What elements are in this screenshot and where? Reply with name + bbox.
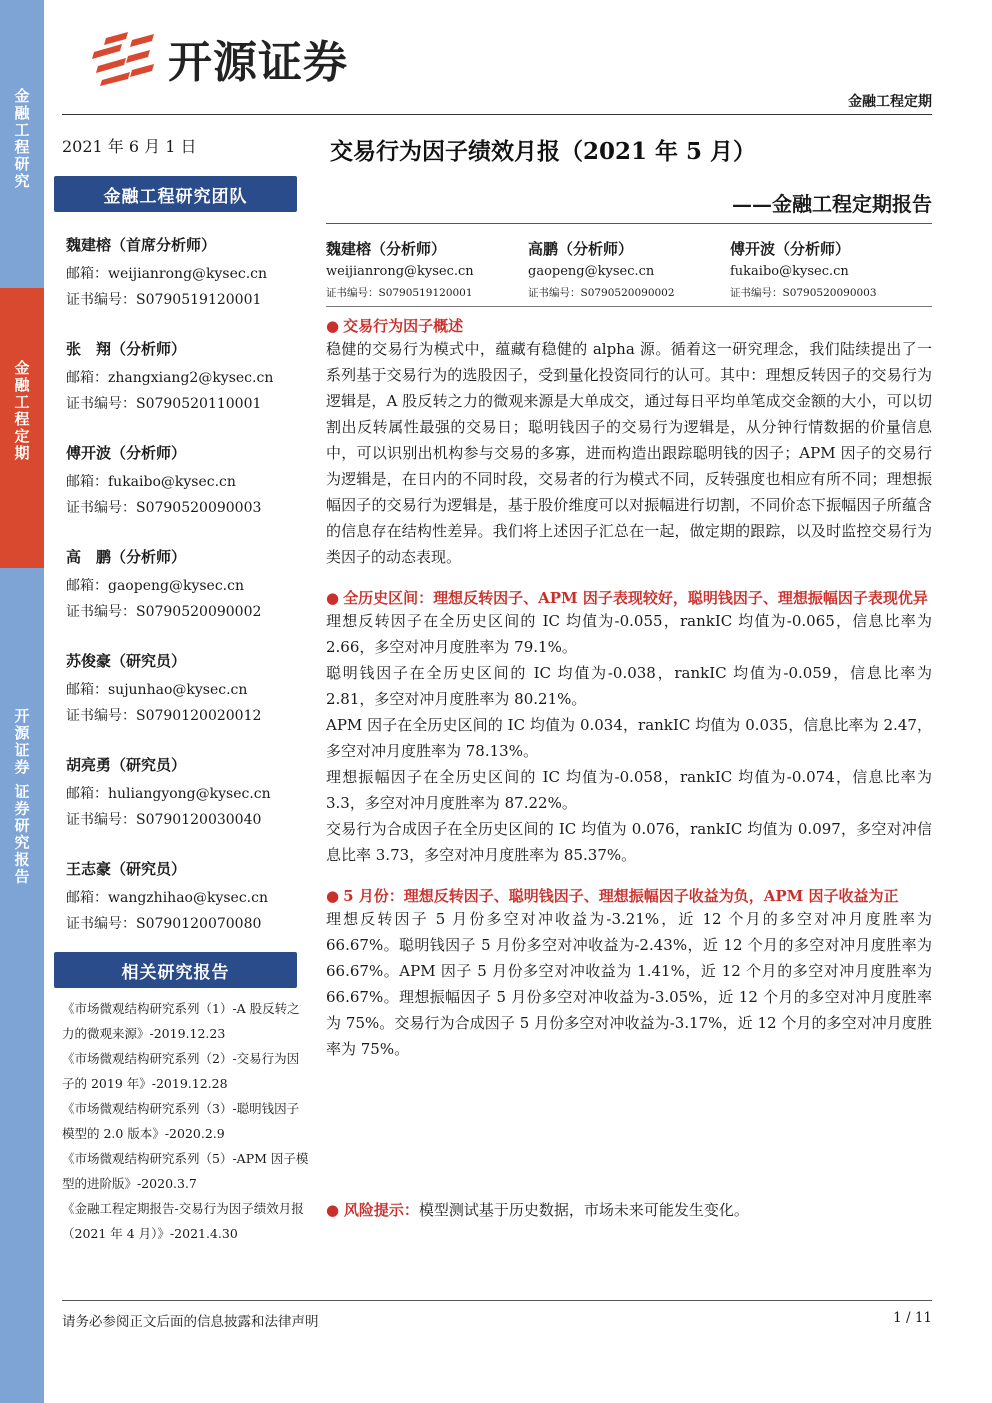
team-member <box>66 546 296 650</box>
overview-paragraph: 稳健的交易行为模式中，蕴藏有稳健的 alpha 源。循着这一研究理念，我们陆续提出了一系列基于交易行为的选股因子，受到量化投资同行的认可。其中：理想反转因子的交易行为逻辑是，A 股反转之力的微观来源是大单成交，通过每日平均单笔成交金额的大小，可以切割出反转属性最强的交易日；聪明钱因子的交易行为逻辑是，从分钟行情数据的价量信息中，可以识别出机构参与交易的多寡，进而构造出跟踪聪明钱的因子；APM 因子的交易行为逻辑是，在日内的不同时段，交易者的行为模式不同，反转强度也相应有所不同；理想振幅因子的交易行为逻辑是，基于股价维度可以对振幅进行切割，不同价态下振幅因子所蕴含的信息存在结构性差异。我们将上述因子汇总在一起，做定期的跟踪，以及时监控交易行为类因子的动态表现。 <box>326 340 932 566</box>
history-paragraph: 聪明钱因子在全历史区间的 IC 均值为-0.038，rankIC 均值为-0.059，信息比率为 2.81，多空对冲月度胜率为 80.21%。 <box>326 664 932 708</box>
history-paragraph: 理想反转因子在全历史区间的 IC 均值为-0.055，rankIC 均值为-0.065，信息比率为 2.66，多空对冲月度胜率为 79.1%。 <box>326 612 932 656</box>
team-list <box>66 234 296 962</box>
member-email[interactable]: 邮箱：zhangxiang2@kysec.cn <box>66 370 274 386</box>
subtitle-divider <box>326 223 932 224</box>
member-cert: 证书编号：S0790120020012 <box>66 708 262 724</box>
author <box>730 238 932 299</box>
member-email[interactable]: 邮箱：sujunhao@kysec.cn <box>66 682 248 698</box>
footer-disclaimer: 请务必参阅正文后面的信息披露和法律声明 <box>62 1314 319 1330</box>
bullet-icon: ● <box>326 589 340 607</box>
member-name: 胡亮勇（研究员） <box>66 756 187 774</box>
strip-bottom-text: 开源证券 证券研究报告 <box>12 708 31 886</box>
report-date: 2021 年 6 月 1 日 <box>62 137 197 156</box>
history-paragraph: APM 因子在全历史区间的 IC 均值为 0.034，rankIC 均值为 0.035，信息比率为 2.47，多空对冲月度胜率为 78.13%。 <box>326 716 932 760</box>
author-email[interactable]: weijianrong@kysec.cn <box>326 264 474 279</box>
member-name: 苏俊豪（研究员） <box>66 652 187 670</box>
member-email[interactable]: 邮箱：weijianrong@kysec.cn <box>66 266 268 282</box>
section-heading-text: 交易行为因子概述 <box>343 317 464 335</box>
member-name: 王志豪（研究员） <box>66 860 187 878</box>
author-name: 傅开波（分析师） <box>730 240 851 258</box>
section-heading-history <box>326 588 932 608</box>
bullet-icon: ● <box>326 1201 340 1219</box>
history-paragraph: 交易行为合成因子在全历史区间的 IC 均值为 0.076，rankIC 均值为 0.097，多空对冲信息比率 3.73，多空对冲月度胜率为 85.37%。 <box>326 820 932 864</box>
member-cert: 证书编号：S0790520090002 <box>66 604 262 620</box>
authors-divider <box>326 306 932 307</box>
related-heading: 相关研究报告 <box>54 952 297 988</box>
side-strip <box>0 0 44 1403</box>
bullet-icon: ● <box>326 317 340 335</box>
member-cert: 证书编号：S0790520110001 <box>66 396 262 412</box>
strip-middle-text: 金融工程定期 <box>12 360 31 462</box>
brand-mark-icon <box>88 30 158 86</box>
member-name: 魏建榕（首席分析师） <box>66 236 217 254</box>
report-subtitle: ——金融工程定期报告 <box>732 192 932 216</box>
brand-name: 开源证券 <box>168 37 348 88</box>
author-name: 高鹏（分析师） <box>528 240 634 258</box>
section-heading-may <box>326 886 932 906</box>
author-cert: 证书编号：S0790519120001 <box>326 287 473 299</box>
report-title: 交易行为因子绩效月报（2021 年 5 月） <box>330 138 757 165</box>
member-name: 高 鹏（分析师） <box>66 548 187 566</box>
member-cert: 证书编号：S0790120030040 <box>66 812 262 828</box>
member-email[interactable]: 邮箱：gaopeng@kysec.cn <box>66 578 244 594</box>
related-report-link[interactable]: 《市场微观结构研究系列（1）-A 股反转之力的微观来源》-2019.12.23 <box>62 1001 300 1041</box>
author <box>528 238 730 299</box>
author-email[interactable]: gaopeng@kysec.cn <box>528 264 655 279</box>
history-paragraph: 理想振幅因子在全历史区间的 IC 均值为-0.058，rankIC 均值为-0.074，信息比率为 3.3，多空对冲月度胜率为 87.22%。 <box>326 768 932 812</box>
report-category: 金融工程定期 <box>848 94 932 110</box>
strip-accent-block <box>0 288 44 568</box>
team-heading: 金融工程研究团队 <box>54 176 297 212</box>
team-member <box>66 650 296 754</box>
report-body <box>326 312 932 1062</box>
related-report-link[interactable]: 《市场微观结构研究系列（2）-交易行为因子的 2019 年》-2019.12.28 <box>62 1051 300 1091</box>
strip-label-bottom <box>0 708 44 1008</box>
member-name: 张 翔（分析师） <box>66 340 187 358</box>
related-report-link[interactable]: 《市场微观结构研究系列（3）-聪明钱因子模型的 2.0 版本》-2020.2.9 <box>62 1101 300 1141</box>
authors-row <box>326 238 932 299</box>
author <box>326 238 528 299</box>
section-heading-text: 全历史区间：理想反转因子、APM 因子表现较好，聪明钱因子、理想振幅因子表现优异 <box>343 589 928 607</box>
strip-top-text: 金融工程研究 <box>12 88 31 190</box>
strip-label-top <box>0 88 44 288</box>
author-email[interactable]: fukaibo@kysec.cn <box>730 264 849 279</box>
related-report-link[interactable]: 《市场微观结构研究系列（5）-APM 因子模型的进阶版》-2020.3.7 <box>62 1151 309 1191</box>
team-member <box>66 442 296 546</box>
member-name: 傅开波（分析师） <box>66 444 187 462</box>
risk-label: 风险提示： <box>343 1201 419 1219</box>
related-report-link[interactable]: 《金融工程定期报告-交易行为因子绩效月报（2021 年 4 月）》-2021.4.30 <box>62 1201 304 1241</box>
team-member <box>66 754 296 858</box>
risk-note <box>326 1198 932 1222</box>
team-member <box>66 858 296 962</box>
header-divider <box>62 114 932 115</box>
author-cert: 证书编号：S0790520090002 <box>528 287 675 299</box>
author-cert: 证书编号：S0790520090003 <box>730 287 877 299</box>
member-email[interactable]: 邮箱：huliangyong@kysec.cn <box>66 786 271 802</box>
team-member <box>66 234 296 338</box>
bullet-icon: ● <box>326 887 340 905</box>
member-cert: 证书编号：S0790520090003 <box>66 500 262 516</box>
section-heading-text: 5 月份：理想反转因子、聪明钱因子、理想振幅因子收益为负，APM 因子收益为正 <box>343 887 899 905</box>
team-member <box>66 338 296 442</box>
risk-text: 模型测试基于历史数据，市场未来可能发生变化。 <box>418 1201 749 1219</box>
member-email[interactable]: 邮箱：wangzhihao@kysec.cn <box>66 890 268 906</box>
related-list <box>62 996 310 1246</box>
author-name: 魏建榕（分析师） <box>326 240 447 258</box>
member-email[interactable]: 邮箱：fukaibo@kysec.cn <box>66 474 236 490</box>
footer-divider <box>62 1300 932 1301</box>
member-cert: 证书编号：S0790519120001 <box>66 292 262 308</box>
section-heading-overview <box>326 316 932 336</box>
page-number: 1 / 11 <box>893 1310 932 1326</box>
member-cert: 证书编号：S0790120070080 <box>66 916 262 932</box>
brand-logo <box>88 28 348 88</box>
may-paragraph: 理想反转因子 5 月份多空对冲收益为-3.21%，近 12 个月的多空对冲月度胜率为 66.67%。聪明钱因子 5 月份多空对冲收益为-2.43%，近 12 个月的多空对冲月度胜率为 66.67%。APM 因子 5 月份多空对冲收益为 1.41%，近 12 个月的多空对冲月度胜率为 66.67%。理想振幅因子 5 月份多空对冲收益为-3.05%，近 12 个月的多空对冲月度胜率为 75%。交易行为合成因子 5 月份多空对冲收益为-3.17%，近 12 个月的多空对冲月度胜率为 75%。 <box>326 910 932 1058</box>
